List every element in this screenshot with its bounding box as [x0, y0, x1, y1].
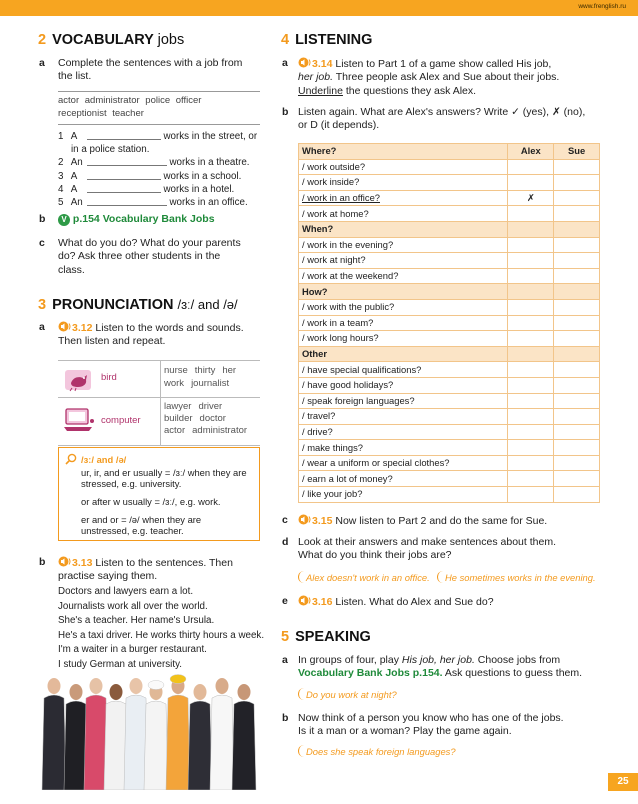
audio-icon[interactable] — [58, 321, 71, 332]
worker-body — [232, 701, 256, 790]
question-cell: / make things? — [299, 440, 508, 456]
worker-body — [188, 701, 212, 790]
alex-answer-cell[interactable] — [508, 159, 554, 175]
worker-head — [130, 678, 143, 694]
sue-answer-cell[interactable] — [554, 393, 600, 409]
question-cell: Other — [299, 346, 508, 362]
question-cell: / work in a team? — [299, 315, 508, 331]
table-group-row — [299, 144, 600, 160]
table-group-row — [299, 221, 600, 237]
pron-sentences — [58, 585, 264, 673]
alex-answer-cell[interactable] — [508, 362, 554, 378]
worker-body — [210, 695, 234, 790]
listen-b-text: Listen again. What are Alex's answers? Write ✓ (yes), ✗ (no), or D (it depends). — [298, 106, 586, 132]
sue-answer-cell[interactable] — [554, 424, 600, 440]
sue-answer-cell[interactable] — [554, 440, 600, 456]
sue-answer-cell[interactable] — [554, 471, 600, 487]
table-row — [299, 455, 600, 471]
pron-row-computer — [58, 398, 260, 446]
listen-b-label: b — [282, 106, 289, 118]
alex-answer-cell[interactable] — [508, 221, 554, 237]
listening-table — [298, 143, 600, 503]
sentence: I'm a waiter in a burger restaurant. — [58, 644, 207, 656]
listen-e-label: e — [282, 595, 288, 607]
tip-line: er and or = /ə/ when they are — [81, 513, 202, 525]
question-cell: / work in the evening? — [299, 237, 508, 253]
speech-bubble: Do you work at night? — [298, 688, 397, 701]
vocab-item-1-cont: in a police station. — [71, 144, 150, 156]
worker-hat — [170, 675, 186, 684]
speak-a-label: a — [282, 654, 288, 666]
worker-head — [70, 684, 83, 700]
worker-head — [110, 684, 123, 700]
sue-answer-cell[interactable] — [554, 221, 600, 237]
sentence: Journalists work all over the world. — [58, 600, 208, 612]
sue-answer-cell[interactable] — [554, 175, 600, 191]
vocab-c-text: What do you do? What do your parents do? Ask three other students in the class. — [58, 237, 241, 276]
listen-c-text: 3.15 Now listen to Part 2 and do the same for Sue. — [298, 514, 547, 528]
question-cell: / wear a uniform or special clothes? — [299, 455, 508, 471]
alex-answer-cell[interactable] — [508, 284, 554, 300]
sentence: She's a teacher. Her name's Ursula. — [58, 615, 215, 627]
question-cell: / work in an office? — [299, 190, 508, 206]
page-number: 25 — [608, 773, 638, 791]
audio-icon[interactable] — [298, 595, 311, 606]
question-cell: When? — [299, 221, 508, 237]
question-cell: / work at the weekend? — [299, 268, 508, 284]
alex-answer-cell[interactable] — [508, 237, 554, 253]
vocab-a-text-1: Complete the sentences with a job from — [58, 57, 243, 69]
alex-answer-cell[interactable] — [508, 377, 554, 393]
wordbox-bottom-rule — [58, 124, 260, 125]
table-row — [299, 424, 600, 440]
table-row — [299, 190, 600, 206]
pron-a-text: 3.12 Listen to the words and sounds. Then listen and repeat. — [58, 322, 244, 348]
tip-title: /ɜː/ and /ə/ — [81, 454, 127, 465]
vocab-c-label: c — [39, 237, 45, 249]
worker-head — [48, 678, 61, 694]
site-url: www.frenglish.ru — [578, 3, 626, 10]
sue-answer-cell[interactable] — [554, 284, 600, 300]
bird-icon — [62, 366, 96, 392]
question-cell: / work at night? — [299, 253, 508, 269]
blank-line[interactable] — [87, 184, 161, 193]
wordbox-line-2: receptionist teacher — [58, 108, 144, 119]
pron-word-computer: computer — [101, 415, 141, 426]
vocab-item-4: 4 A works in a hotel. — [58, 183, 235, 195]
worker-body — [42, 695, 66, 790]
column-header-alex: Alex — [508, 144, 554, 160]
speech-bubble: He sometimes works in the evening. — [437, 571, 596, 584]
sue-answer-cell[interactable] — [554, 455, 600, 471]
vocab-num: 2 — [38, 32, 47, 48]
worker-head — [194, 684, 207, 700]
table-row — [299, 159, 600, 175]
table-row — [299, 487, 600, 503]
listen-a-label: a — [282, 57, 288, 69]
table-row — [299, 377, 600, 393]
computer-icon — [62, 407, 96, 433]
sentence: I study German at university. — [58, 658, 182, 670]
wordbox-line-1: actor administrator police officer — [58, 95, 202, 106]
question-cell: / travel? — [299, 409, 508, 425]
pron-heading: 3 PRONUNCIATION /ɜː/ and /ə/ — [38, 297, 238, 313]
blank-line[interactable] — [87, 131, 161, 140]
tip-line: ur, ir, and er usually = /ɜː/ when they are — [81, 466, 247, 478]
sue-answer-cell[interactable] — [554, 299, 600, 315]
audio-icon[interactable] — [298, 514, 311, 525]
speak-b-text: Now think of a person you know who has one of the jobs. Is it a man or a woman? Play the game again. — [298, 712, 564, 738]
worker-body — [144, 701, 168, 790]
alex-answer-cell[interactable] — [508, 268, 554, 284]
worker-head — [90, 678, 103, 694]
pron-b-label: b — [39, 556, 46, 568]
vocab-bank-link[interactable]: V p.154 Vocabulary Bank Jobs — [58, 213, 215, 226]
listen-e-text: 3.16 Listen. What do Alex and Sue do? — [298, 595, 494, 609]
workers-photo — [34, 668, 262, 790]
tip-line: stressed, e.g. university. — [81, 478, 182, 490]
alex-answer-cell[interactable]: ✗ — [508, 190, 554, 206]
sue-answer-cell[interactable] — [554, 206, 600, 222]
worker-body — [166, 695, 190, 790]
table-row — [299, 299, 600, 315]
listen-d-label: d — [282, 536, 289, 548]
worker-hat — [148, 681, 164, 690]
sue-answer-cell[interactable] — [554, 315, 600, 331]
blank-line[interactable] — [87, 197, 167, 206]
vocab-item-3: 3 A works in a school. — [58, 170, 242, 182]
speak-heading: 5 SPEAKING — [281, 629, 371, 645]
alex-answer-cell[interactable] — [508, 299, 554, 315]
table-row — [299, 268, 600, 284]
pron-tip-box — [58, 447, 260, 541]
alex-answer-cell[interactable] — [508, 393, 554, 409]
question-cell: / like your job? — [299, 487, 508, 503]
wordbox-top-rule — [58, 91, 260, 92]
question-cell: / work inside? — [299, 175, 508, 191]
audio-icon[interactable] — [298, 57, 311, 68]
alex-answer-cell[interactable] — [508, 206, 554, 222]
table-row — [299, 409, 600, 425]
vocab-bank-icon: V — [58, 214, 70, 226]
vocab-a-text — [58, 57, 242, 84]
table-row — [299, 362, 600, 378]
alex-answer-cell[interactable] — [508, 455, 554, 471]
table-group-row — [299, 284, 600, 300]
question-cell: / speak foreign languages? — [299, 393, 508, 409]
tip-line: unstressed, e.g. teacher. — [81, 525, 184, 537]
table-row — [299, 315, 600, 331]
alex-answer-cell[interactable] — [508, 253, 554, 269]
question-cell: / have good holidays? — [299, 377, 508, 393]
pron-examples-computer: lawyer driver builder doctor actor administrator — [164, 401, 248, 436]
sue-answer-cell[interactable] — [554, 268, 600, 284]
table-row — [299, 440, 600, 456]
column-header-sue: Sue — [554, 144, 600, 160]
sue-answer-cell[interactable] — [554, 159, 600, 175]
listen-heading: 4 LISTENING — [281, 32, 373, 48]
alex-answer-cell[interactable] — [508, 346, 554, 362]
sue-answer-cell[interactable] — [554, 377, 600, 393]
vocab-item-2: 2 An works in a theatre. — [58, 157, 250, 169]
worker-head — [238, 684, 251, 700]
question-cell: Where? — [299, 144, 508, 160]
vocab-a-label: a — [39, 57, 45, 69]
vocab-heading — [38, 33, 184, 48]
alex-answer-cell[interactable] — [508, 175, 554, 191]
question-cell: How? — [299, 284, 508, 300]
top-bar — [0, 0, 638, 16]
sue-answer-cell[interactable] — [554, 409, 600, 425]
sue-answer-cell[interactable] — [554, 487, 600, 503]
sue-answer-cell[interactable] — [554, 253, 600, 269]
listen-c-label: c — [282, 514, 288, 526]
speech-bubble: Does she speak foreign languages? — [298, 745, 456, 758]
question-cell: / work with the public? — [299, 299, 508, 315]
vocab-a-text-2: the list. — [58, 70, 92, 83]
listen-a-text: 3.14 Listen to Part 1 of a game show called His job, her job. Three people ask Alex and Sue about their jobs. Underline the questions they ask Alex. — [298, 58, 560, 97]
blank-line[interactable] — [87, 171, 161, 180]
alex-answer-cell[interactable] — [508, 315, 554, 331]
sentence: Doctors and lawyers earn a lot. — [58, 586, 194, 597]
pron-sound-table — [58, 360, 260, 446]
alex-answer-cell[interactable] — [508, 409, 554, 425]
alex-answer-cell[interactable] — [508, 331, 554, 347]
table-row — [299, 471, 600, 487]
pron-b-text: 3.13 Listen to the sentences. Then practise saying them. — [58, 557, 233, 583]
table-row — [299, 175, 600, 191]
question-cell: / drive? — [299, 424, 508, 440]
audio-icon[interactable] — [58, 556, 71, 567]
pron-row-bird — [58, 361, 260, 398]
table-row — [299, 393, 600, 409]
sue-answer-cell[interactable] — [554, 237, 600, 253]
sue-answer-cell[interactable] — [554, 346, 600, 362]
speak-b-label: b — [282, 712, 289, 724]
table-row — [299, 206, 600, 222]
vocab-item-5: 5 An works in an office. — [58, 197, 248, 209]
pron-a-label: a — [39, 321, 45, 333]
question-cell: / earn a lot of money? — [299, 471, 508, 487]
alex-answer-cell[interactable] — [508, 440, 554, 456]
table-row — [299, 253, 600, 269]
table-row — [299, 237, 600, 253]
blank-line[interactable] — [87, 157, 167, 166]
worker-head — [216, 678, 229, 694]
vocab-b-label: b — [39, 213, 46, 225]
question-cell: / work long hours? — [299, 331, 508, 347]
speech-bubble: Alex doesn't work in an office. — [298, 571, 430, 584]
alex-answer-cell[interactable] — [508, 471, 554, 487]
question-cell: / have special qualifications? — [299, 362, 508, 378]
speak-a-text: In groups of four, play His job, her job. Choose jobs from Vocabulary Bank Jobs p.154. Ask questions to guess them. — [298, 654, 583, 680]
magnifier-icon — [65, 453, 77, 465]
pron-examples-bird: nurse thirty her work journalist — [164, 365, 237, 389]
vocab-title-light: jobs — [157, 32, 185, 48]
table-group-row — [299, 346, 600, 362]
vocab-title: VOCABULARY — [52, 32, 154, 48]
tip-line: or after w usually = /ɜː/, e.g. work. — [81, 495, 221, 507]
sue-answer-cell[interactable] — [554, 331, 600, 347]
alex-answer-cell[interactable] — [508, 487, 554, 503]
sue-answer-cell[interactable] — [554, 190, 600, 206]
vocab-item-1: 1 A works in the street, or — [58, 131, 258, 142]
table-row — [299, 331, 600, 347]
question-cell: / work at home? — [299, 206, 508, 222]
vocab-items — [58, 130, 257, 209]
alex-answer-cell[interactable] — [508, 424, 554, 440]
pron-word-bird: bird — [101, 372, 117, 383]
sue-answer-cell[interactable] — [554, 362, 600, 378]
question-cell: / work outside? — [299, 159, 508, 175]
sentence: He's a taxi driver. He works thirty hours a week. — [58, 629, 265, 641]
listen-d-text: Look at their answers and make sentences about them. What do you think their jobs are? — [298, 536, 556, 562]
